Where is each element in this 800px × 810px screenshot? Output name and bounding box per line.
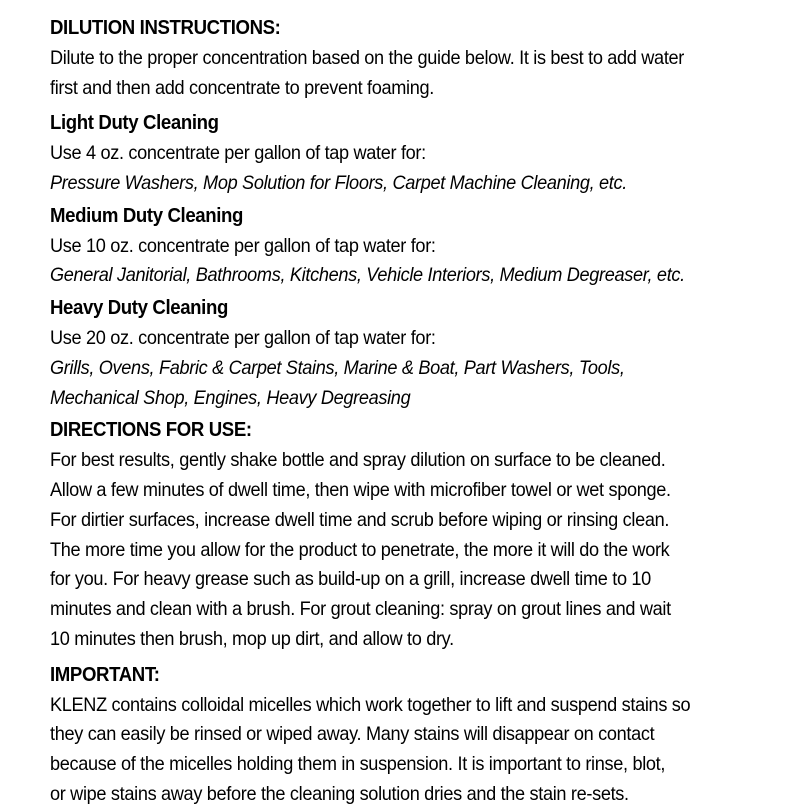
- medium-duty-title: Medium Duty Cleaning: [50, 204, 244, 227]
- important-line: they can easily be rinsed or wiped away. Many stains will disappear on contact: [50, 723, 655, 746]
- directions-text: [50, 446, 738, 655]
- heavy-duty-uses-line: Mechanical Shop, Engines, Heavy Degreasing: [50, 386, 411, 409]
- heavy-duty-uses-line: Grills, Ovens, Fabric & Carpet Stains, Marine & Boat, Part Washers, Tools,: [50, 356, 625, 379]
- light-duty-uses: Pressure Washers, Mop Solution for Floors, Carpet Machine Cleaning, etc.: [50, 171, 627, 194]
- light-duty-instruction: Use 4 oz. concentrate per gallon of tap water for:: [50, 142, 426, 165]
- important-section: [50, 661, 738, 810]
- dilution-heading: DILUTION INSTRUCTIONS:: [50, 17, 281, 39]
- directions-line: For best results, gently shake bottle and spray dilution on surface to be cleaned.: [50, 449, 666, 472]
- important-line: or wipe stains away before the cleaning solution dries and the stain re-sets.: [50, 782, 629, 805]
- heavy-duty-instruction: Use 20 oz. concentrate per gallon of tap water for:: [50, 326, 436, 349]
- heavy-duty-title: Heavy Duty Cleaning: [50, 297, 228, 320]
- dilution-intro-line: Dilute to the proper concentration based on the guide below. It is best to add water: [50, 46, 685, 69]
- dilution-intro-line: first and then add concentrate to prevent foaming.: [50, 76, 434, 99]
- directions-line: For dirtier surfaces, increase dwell time and scrub before wiping or rinsing clean.: [50, 508, 670, 531]
- directions-line: Allow a few minutes of dwell time, then wipe with microfiber towel or wet sponge.: [50, 478, 671, 501]
- medium-duty-section: [50, 202, 738, 291]
- light-duty-section: [50, 109, 738, 198]
- directions-line: minutes and clean with a brush. For grout cleaning: spray on grout lines and wait: [50, 598, 671, 621]
- directions-line: The more time you allow for the product to penetrate, the more it will do the work: [50, 538, 670, 561]
- directions-section: [50, 416, 738, 654]
- important-text: [50, 691, 738, 810]
- dilution-section: [50, 14, 738, 103]
- medium-duty-uses: General Janitorial, Bathrooms, Kitchens, Vehicle Interiors, Medium Degreaser, etc.: [50, 264, 685, 287]
- important-line: KLENZ contains colloidal micelles which work together to lift and suspend stains so: [50, 693, 691, 716]
- directions-line: for you. For heavy grease such as build-up on a grill, increase dwell time to 10: [50, 568, 651, 591]
- directions-line: 10 minutes then brush, mop up dirt, and allow to dry.: [50, 627, 454, 650]
- heavy-duty-section: [50, 294, 738, 413]
- directions-heading: DIRECTIONS FOR USE:: [50, 419, 252, 442]
- heavy-duty-uses: [50, 354, 738, 414]
- instructions-label: [50, 14, 738, 810]
- light-duty-title: Light Duty Cleaning: [50, 112, 219, 135]
- important-heading: IMPORTANT:: [50, 663, 160, 686]
- medium-duty-instruction: Use 10 oz. concentrate per gallon of tap water for:: [50, 234, 436, 257]
- dilution-intro: [50, 44, 738, 104]
- important-line: because of the micelles holding them in suspension. It is important to rinse, blot,: [50, 753, 666, 776]
